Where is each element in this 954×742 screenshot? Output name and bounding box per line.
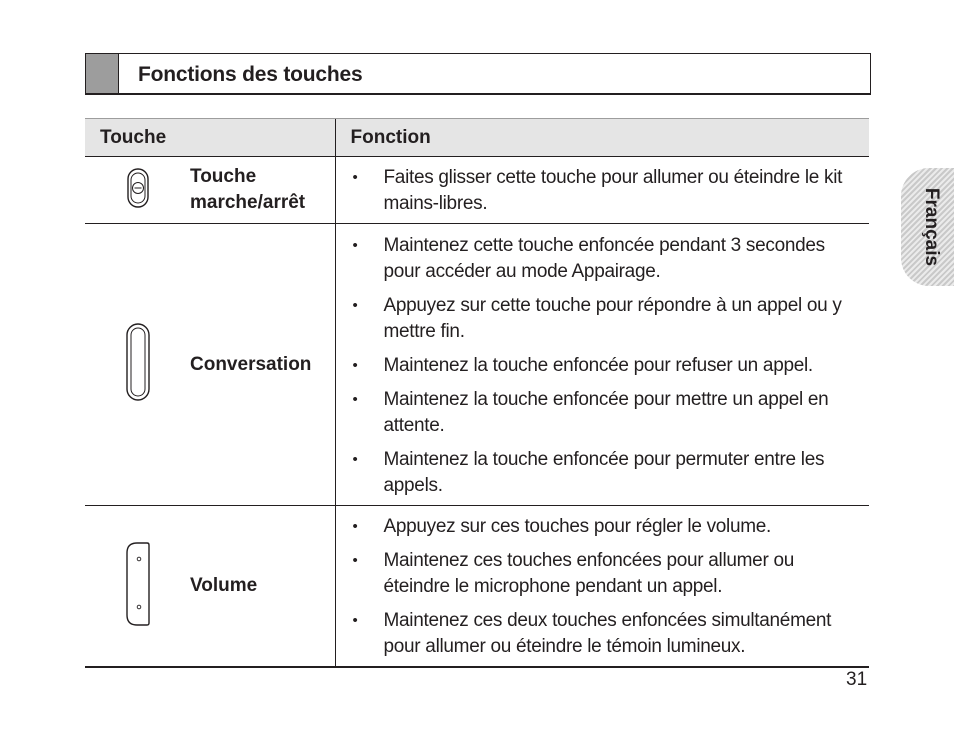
icon-cell <box>85 224 190 506</box>
table-row <box>85 224 869 506</box>
header-key: Touche <box>85 119 335 157</box>
table-row <box>85 157 869 224</box>
language-tab-label: Français <box>921 187 942 267</box>
list-item: • Maintenez la touche enfoncée pour mettre un appel en attente. <box>351 387 864 439</box>
function-cell <box>335 506 869 668</box>
function-list <box>351 165 864 217</box>
section-marker <box>86 54 119 93</box>
page-number: 31 <box>846 669 868 690</box>
icon-cell <box>85 506 190 668</box>
function-cell <box>335 224 869 506</box>
list-item: • Appuyez sur ces touches pour régler le volume. <box>351 514 864 540</box>
list-item: • Appuyez sur cette touche pour répondre à un appel ou y mettre fin. <box>351 293 864 345</box>
header-function: Fonction <box>335 119 869 157</box>
list-item: • Faites glisser cette touche pour allumer ou éteindre le kit mains-libres. <box>351 165 864 217</box>
table-header-row <box>85 119 869 157</box>
key-name: Touche marche/arrêt <box>190 157 335 224</box>
power-switch-icon <box>126 168 150 208</box>
table-row <box>85 506 869 668</box>
icon-cell <box>85 157 190 224</box>
key-function-table <box>85 118 869 668</box>
language-tab <box>901 168 954 286</box>
function-list <box>351 233 864 499</box>
function-list <box>351 514 864 660</box>
list-item: • Maintenez cette touche enfoncée pendant 3 secondes pour accéder au mode Appairage. <box>351 233 864 285</box>
list-item: • Maintenez la touche enfoncée pour refuser un appel. <box>351 353 864 379</box>
list-item: • Maintenez ces deux touches enfoncées simultanément pour allumer ou éteindre le témoin lumineux. <box>351 608 864 660</box>
function-cell <box>335 157 869 224</box>
key-name: Volume <box>190 506 335 668</box>
list-item: • Maintenez la touche enfoncée pour permuter entre les appels. <box>351 447 864 499</box>
key-name: Conversation <box>190 224 335 506</box>
section-header <box>85 53 871 95</box>
section-title: Fonctions des touches <box>138 63 363 86</box>
volume-rocker-icon <box>125 541 151 627</box>
list-item: • Maintenez ces touches enfoncées pour allumer ou éteindre le microphone pendant un appel. <box>351 548 864 600</box>
talk-button-icon <box>125 323 151 401</box>
